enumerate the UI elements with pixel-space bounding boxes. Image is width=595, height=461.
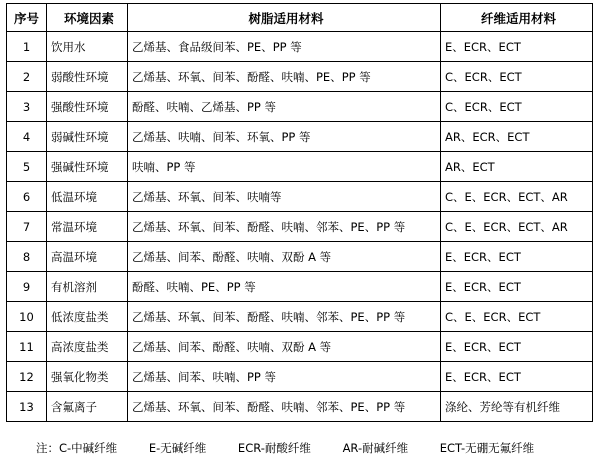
row-index-cell: 2 xyxy=(7,62,47,92)
environment-cell: 饮用水 xyxy=(47,32,128,62)
row-index-cell: 7 xyxy=(7,212,47,242)
resin-materials-cell: 乙烯基、间苯、酚醛、呋喃、双酚 A 等 xyxy=(128,332,441,362)
footnote-item: ECR-耐酸纤维 xyxy=(237,441,311,455)
materials-table xyxy=(6,3,593,422)
table-row xyxy=(7,62,593,92)
environment-cell: 弱酸性环境 xyxy=(47,62,128,92)
footnote-item: ECT-无硼无氟纤维 xyxy=(439,441,535,455)
table-row xyxy=(7,122,593,152)
row-index-cell: 13 xyxy=(7,392,47,422)
row-index-cell: 1 xyxy=(7,32,47,62)
row-index-cell: 3 xyxy=(7,92,47,122)
resin-materials-cell: 乙烯基、呋喃、间苯、环氧、PP 等 xyxy=(128,122,441,152)
footnote xyxy=(36,440,562,456)
resin-materials-cell: 乙烯基、间苯、酚醛、呋喃、双酚 A 等 xyxy=(128,242,441,272)
table-row xyxy=(7,332,593,362)
table-row xyxy=(7,92,593,122)
environment-cell: 高温环境 xyxy=(47,242,128,272)
footnote-prefix: 注：C-中碱纤维 xyxy=(36,441,118,455)
fiber-materials-cell: AR、ECT xyxy=(441,152,593,182)
resin-materials-cell: 乙烯基、间苯、呋喃、PP 等 xyxy=(128,362,441,392)
environment-cell: 强酸性环境 xyxy=(47,92,128,122)
fiber-materials-cell: 涤纶、芳纶等有机纤维 xyxy=(441,392,593,422)
resin-materials-cell: 酚醛、呋喃、PE、PP 等 xyxy=(128,272,441,302)
header-resin: 树脂适用材料 xyxy=(128,4,441,32)
table-row xyxy=(7,32,593,62)
environment-cell: 强碱性环境 xyxy=(47,152,128,182)
fiber-materials-cell: C、ECR、ECT xyxy=(441,92,593,122)
table-row xyxy=(7,272,593,302)
fiber-materials-cell: C、E、ECR、ECT xyxy=(441,302,593,332)
table-row xyxy=(7,152,593,182)
fiber-materials-cell: AR、ECR、ECT xyxy=(441,122,593,152)
fiber-materials-cell: C、ECR、ECT xyxy=(441,62,593,92)
environment-cell: 弱碱性环境 xyxy=(47,122,128,152)
row-index-cell: 9 xyxy=(7,272,47,302)
header-index: 序号 xyxy=(7,4,47,32)
fiber-materials-cell: E、ECR、ECT xyxy=(441,362,593,392)
header-environment: 环境因素 xyxy=(47,4,128,32)
resin-materials-cell: 酚醛、呋喃、乙烯基、PP 等 xyxy=(128,92,441,122)
table-row xyxy=(7,362,593,392)
row-index-cell: 12 xyxy=(7,362,47,392)
resin-materials-cell: 乙烯基、环氧、间苯、酚醛、呋喃、邻苯、PE、PP 等 xyxy=(128,392,441,422)
resin-materials-cell: 呋喃、PP 等 xyxy=(128,152,441,182)
fiber-materials-cell: E、ECR、ECT xyxy=(441,32,593,62)
table-row xyxy=(7,242,593,272)
resin-materials-cell: 乙烯基、食品级间苯、PE、PP 等 xyxy=(128,32,441,62)
environment-cell: 高浓度盐类 xyxy=(47,332,128,362)
footnote-item: AR-耐碱纤维 xyxy=(342,441,409,455)
resin-materials-cell: 乙烯基、环氧、间苯、酚醛、呋喃、邻苯、PE、PP 等 xyxy=(128,212,441,242)
resin-materials-cell: 乙烯基、环氧、间苯、呋喃等 xyxy=(128,182,441,212)
row-index-cell: 4 xyxy=(7,122,47,152)
fiber-materials-cell: E、ECR、ECT xyxy=(441,242,593,272)
table-row xyxy=(7,212,593,242)
row-index-cell: 8 xyxy=(7,242,47,272)
row-index-cell: 10 xyxy=(7,302,47,332)
row-index-cell: 5 xyxy=(7,152,47,182)
environment-cell: 低浓度盐类 xyxy=(47,302,128,332)
row-index-cell: 11 xyxy=(7,332,47,362)
environment-cell: 含氟离子 xyxy=(47,392,128,422)
resin-materials-cell: 乙烯基、环氧、间苯、酚醛、呋喃、PE、PP 等 xyxy=(128,62,441,92)
header-fiber: 纤维适用材料 xyxy=(441,4,593,32)
table-row xyxy=(7,182,593,212)
footnote-item: E-无碱纤维 xyxy=(148,441,207,455)
resin-materials-cell: 乙烯基、环氧、间苯、酚醛、呋喃、邻苯、PE、PP 等 xyxy=(128,302,441,332)
fiber-materials-cell: C、E、ECR、ECT、AR xyxy=(441,182,593,212)
environment-cell: 有机溶剂 xyxy=(47,272,128,302)
environment-cell: 低温环境 xyxy=(47,182,128,212)
fiber-materials-cell: E、ECR、ECT xyxy=(441,272,593,302)
environment-cell: 常温环境 xyxy=(47,212,128,242)
table-header-row xyxy=(7,4,593,32)
row-index-cell: 6 xyxy=(7,182,47,212)
fiber-materials-cell: E、ECR、ECT xyxy=(441,332,593,362)
environment-cell: 强氧化物类 xyxy=(47,362,128,392)
table-row xyxy=(7,302,593,332)
table-row xyxy=(7,392,593,422)
fiber-materials-cell: C、E、ECR、ECT、AR xyxy=(441,212,593,242)
